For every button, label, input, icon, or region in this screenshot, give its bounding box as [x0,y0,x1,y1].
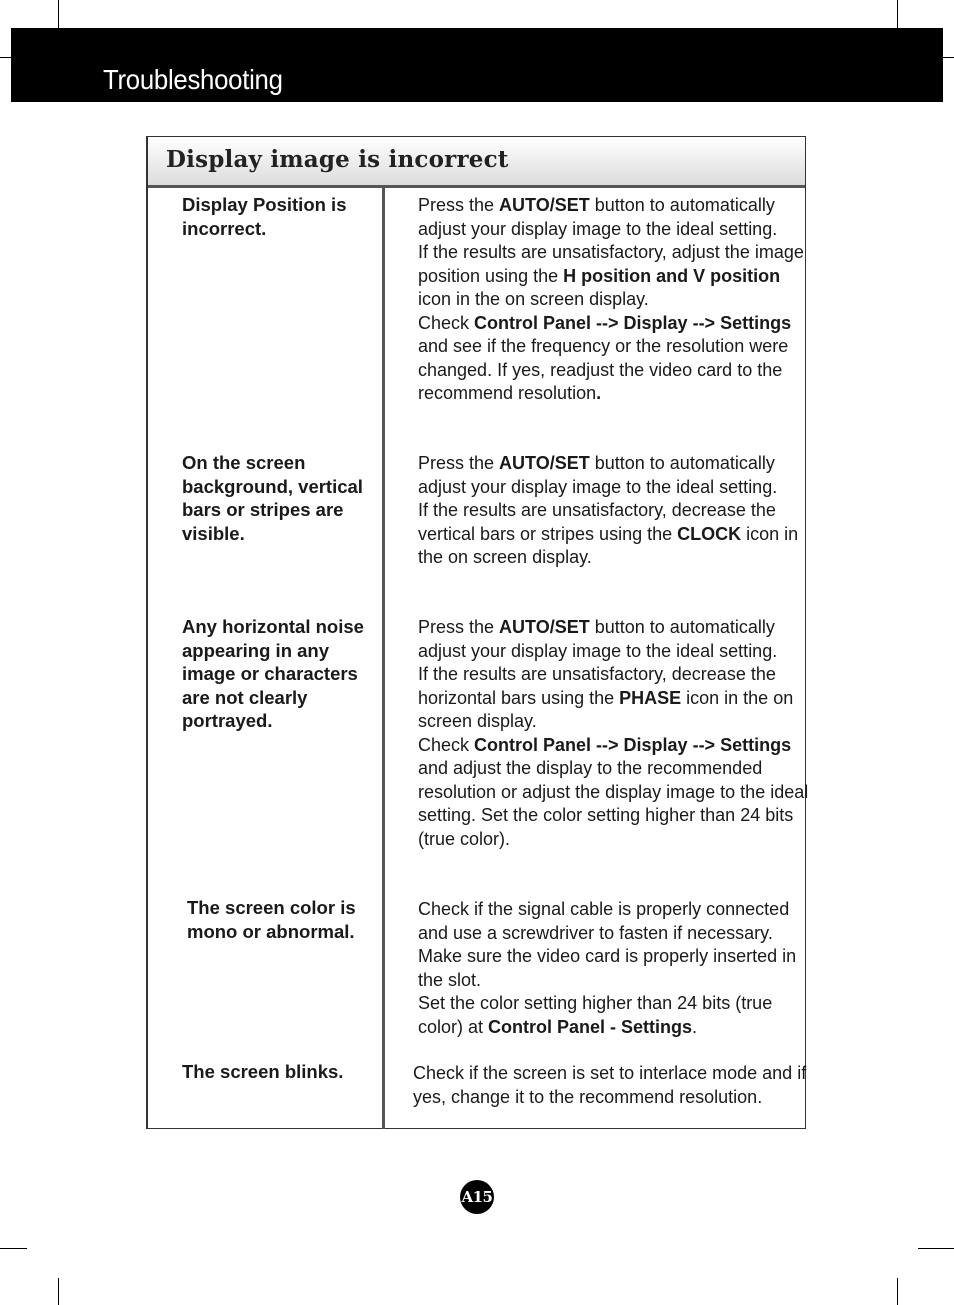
solution-line [418,546,818,570]
solution-line [418,734,818,758]
text-run: icon in [741,523,799,544]
problem-line: incorrect. [182,217,267,239]
problem-line: image or characters [182,663,358,684]
problem-line: On the screen [182,452,306,473]
text-run: (true color). [418,828,511,849]
solution-line [418,476,818,500]
crop-mark [897,0,898,28]
bold-term: CLOCK [677,523,742,544]
solution-line [418,992,818,1016]
problem-line: visible. [182,522,245,544]
problem-line: The screen blinks. [182,1061,344,1082]
problem-line: appearing in any [182,639,330,661]
problem-text [187,896,356,943]
problem-text [182,451,363,545]
text-run: button to automatically [589,195,775,215]
text-run: Press the [418,453,500,473]
solution-line [418,194,818,218]
crop-mark [918,1248,954,1249]
solution-line [418,804,818,828]
problem-line: Display Position is [182,194,347,215]
crop-mark [943,57,954,58]
bold-term: AUTO/SET [499,617,590,637]
solution-line [418,616,818,640]
text-run: yes, change it to the recommend resolution. [413,1086,763,1107]
problem-line: bars or stripes are [182,499,344,520]
text-run: and use a screwdriver to fasten if necessary. [418,922,773,943]
text-run: If the results are unsatisfactory, adjust the image [418,242,804,262]
text-run: and see if the frequency or the resolution were [418,336,789,356]
bold-term: AUTO/SET [499,453,590,473]
solution-line [418,945,818,969]
crop-mark [0,1248,27,1249]
solution-line [418,523,818,547]
solution-line [418,218,818,242]
solution-line [418,663,818,687]
solution-line [418,687,818,711]
section-title: Display image is incorrect [166,146,509,173]
solution-line [418,452,818,476]
problem-text [182,1060,343,1084]
text-run: recommend resolution [418,383,597,403]
text-run: the on screen display. [418,547,592,567]
solution-line [418,898,818,922]
bold-term: Control Panel --> Display --> Settings [474,734,792,755]
solution-text [418,616,818,851]
text-run: icon in the on screen display. [418,289,649,309]
bold-term: AUTO/SET [499,195,590,215]
problem-line: The screen color is [187,897,356,918]
solution-line [418,640,818,664]
solution-line [413,1086,813,1110]
problem-line: background, vertical [182,475,363,497]
text-run: button to automatically [589,617,775,637]
solution-line [418,382,818,406]
solution-line [418,359,818,383]
text-run: changed. If yes, readjust the video card to the [418,359,783,380]
solution-line [418,757,818,781]
solution-text [418,452,818,570]
text-run: the slot. [418,969,482,990]
text-run: and adjust the display to the recommended [418,758,763,778]
text-run: Check [418,734,475,755]
text-run: setting. Set the color setting higher than 24 bits [418,805,794,825]
text-run: icon in the on [681,687,794,708]
solution-line [418,1016,818,1040]
text-run: If the results are unsatisfactory, decrease the [418,664,776,684]
solution-text [413,1062,813,1109]
bold-term: Control Panel --> Display --> Settings [474,312,792,333]
bold-term: . [596,383,602,403]
crop-mark [58,0,59,28]
text-run: adjust your display image to the ideal setting. [418,218,778,239]
solution-line [418,781,818,805]
solution-text [418,194,818,406]
text-run: . [692,1016,698,1037]
problem-line: portrayed. [182,710,273,731]
problem-line: Any horizontal noise [182,616,364,637]
text-run: color) at [418,1016,489,1037]
crop-mark [0,57,11,58]
solution-line [418,969,818,993]
solution-line [418,335,818,359]
problem-text [182,193,347,240]
bold-term: Control Panel - Settings [488,1016,693,1037]
solution-line [418,710,818,734]
section-header [148,137,805,188]
page-number-badge: A15 [460,1180,494,1214]
text-run: Set the color setting higher than 24 bits (true [418,993,773,1013]
text-run: Press the [418,617,500,637]
problem-line: are not clearly [182,686,308,708]
solution-line [413,1062,813,1086]
text-run: Press the [418,195,500,215]
solution-line [418,828,818,852]
bold-term: H position and V position [563,265,781,286]
solution-text [418,898,818,1039]
solution-line [418,265,818,289]
bold-term: PHASE [619,687,682,708]
problem-text [182,615,364,733]
solution-line [418,312,818,336]
crop-mark [58,1278,59,1305]
page-header-title: Troubleshooting [103,64,283,95]
text-run: position using the [418,265,564,286]
text-run: adjust your display image to the ideal setting. [418,476,778,497]
solution-line [418,499,818,523]
text-run: adjust your display image to the ideal setting. [418,640,778,661]
solution-line [418,288,818,312]
column-divider [382,187,385,1129]
text-run: vertical bars or stripes using the [418,523,678,544]
text-run: Check [418,312,475,333]
text-run: button to automatically [589,453,775,473]
text-run: resolution or adjust the display image to the ideal [418,781,809,802]
text-run: Check if the signal cable is properly connected [418,899,790,919]
problem-line: mono or abnormal. [187,920,355,942]
text-run: screen display. [418,711,537,731]
crop-mark [897,1278,898,1305]
solution-line [418,241,818,265]
solution-line [418,922,818,946]
text-run: Make sure the video card is properly inserted in [418,946,797,966]
text-run: Check if the screen is set to interlace mode and if [413,1063,807,1083]
text-run: horizontal bars using the [418,687,620,708]
text-run: If the results are unsatisfactory, decrease the [418,500,776,520]
